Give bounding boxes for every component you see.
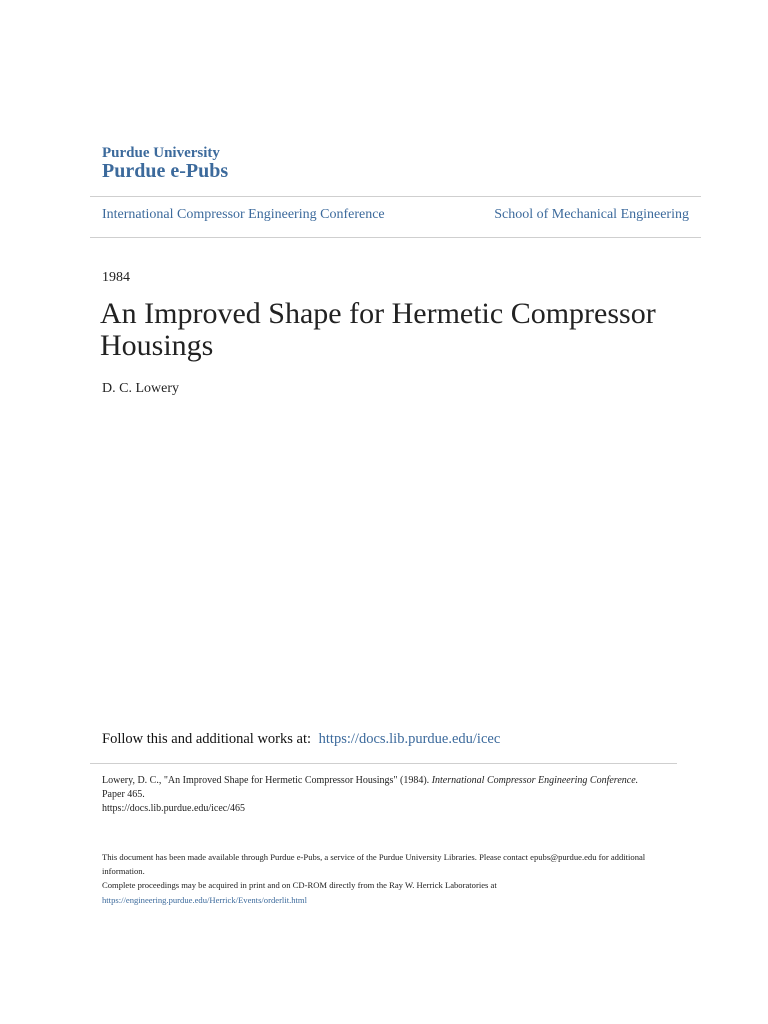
herrick-orderlit-link[interactable]: https://engineering.purdue.edu/Herrick/Events/orderlit.html <box>102 894 308 905</box>
university-name[interactable]: Purdue University <box>102 145 220 161</box>
school-link[interactable]: School of Mechanical Engineering <box>494 207 689 222</box>
citation-paper-number: Paper 465. <box>102 789 145 800</box>
paper-title: An Improved Shape for Hermetic Compressor Housings <box>100 297 656 362</box>
citation-venue: International Compressor Engineering Conference. <box>431 775 639 786</box>
top-divider <box>90 196 701 197</box>
publication-year: 1984 <box>102 270 130 285</box>
notice-block <box>102 850 672 907</box>
follow-label: Follow this and additional works at: <box>102 731 312 747</box>
paper-author: D. C. Lowery <box>102 381 179 396</box>
citation-text: Lowery, D. C., "An Improved Shape for Hermetic Compressor Housings" (1984). <box>102 775 430 786</box>
follow-line <box>102 731 500 748</box>
citation-block <box>102 774 682 816</box>
middle-divider <box>90 237 701 238</box>
follow-divider <box>90 763 677 764</box>
notice-availability: This document has been made available through Purdue e-Pubs, a service of the Purdue University Libraries. Please contact epubs@purdue.edu for additional information. <box>102 852 646 877</box>
citation-url: https://docs.lib.purdue.edu/icec/465 <box>102 803 246 814</box>
conference-link[interactable]: International Compressor Engineering Conference <box>102 207 385 222</box>
follow-link[interactable]: https://docs.lib.purdue.edu/icec <box>318 731 501 747</box>
notice-proceedings: Complete proceedings may be acquired in print and on CD-ROM directly from the Ray W. Herrick Laboratories at <box>102 880 497 891</box>
repository-name[interactable]: Purdue e-Pubs <box>102 160 229 182</box>
